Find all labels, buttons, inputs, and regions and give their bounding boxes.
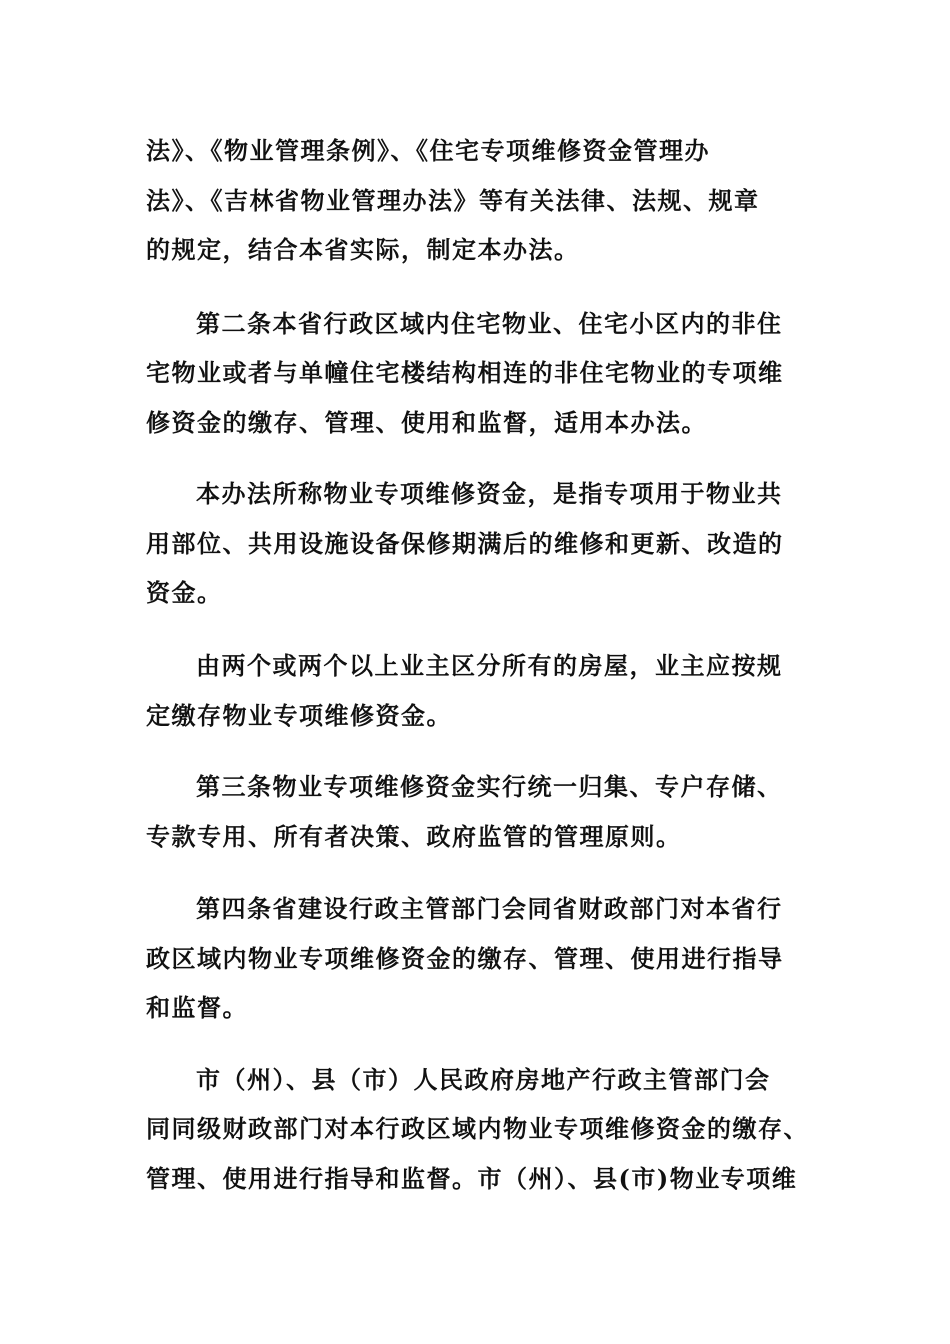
text-line: 政区域内物业专项维修资金的缴存、管理、使用进行指导: [146, 944, 784, 973]
text-line: 法》、《物业管理条例》、《住宅专项维修资金管理办: [146, 136, 710, 165]
text-line: 修资金的缴存、管理、使用和监督，适用本办法。: [146, 408, 707, 437]
text-line: 的规定，结合本省实际，制定本办法。: [146, 235, 580, 264]
text-line: 专款专用、所有者决策、政府监管的管理原则。: [146, 822, 682, 851]
text-line: 宅物业或者与单幢住宅楼结构相连的非住宅物业的专项维: [146, 358, 784, 387]
text-line: 定缴存物业专项维修资金。: [146, 701, 452, 730]
paragraph-first-line: 本办法所称物业专项维修资金，是指专项用于物业共: [196, 479, 783, 508]
text-line: 法》、《吉林省物业管理办法》等有关法律、法规、规章: [146, 186, 760, 215]
paragraph-first-line: 第三条物业专项维修资金实行统一归集、专户存储、: [196, 772, 783, 801]
paragraph-first-line: 第四条省建设行政主管部门会同省财政部门对本省行: [196, 894, 783, 923]
paragraph-first-line: 第二条本省行政区域内住宅物业、住宅小区内的非住: [196, 309, 783, 338]
text-line: 用部位、共用设施设备保修期满后的维修和更新、改造的: [146, 529, 784, 558]
paragraph-first-line: 由两个或两个以上业主区分所有的房屋，业主应按规: [196, 651, 783, 680]
text-line: 和监督。: [146, 993, 248, 1022]
text-line: 管理、使用进行指导和监督。市（州）、县(市)物业专项维: [146, 1164, 798, 1193]
text-line: 资金。: [146, 578, 223, 607]
paragraph-first-line: 市（州）、县（市）人民政府房地产行政主管部门会: [196, 1065, 771, 1094]
text-line: 同同级财政部门对本行政区域内物业专项维修资金的缴存、: [146, 1114, 809, 1143]
